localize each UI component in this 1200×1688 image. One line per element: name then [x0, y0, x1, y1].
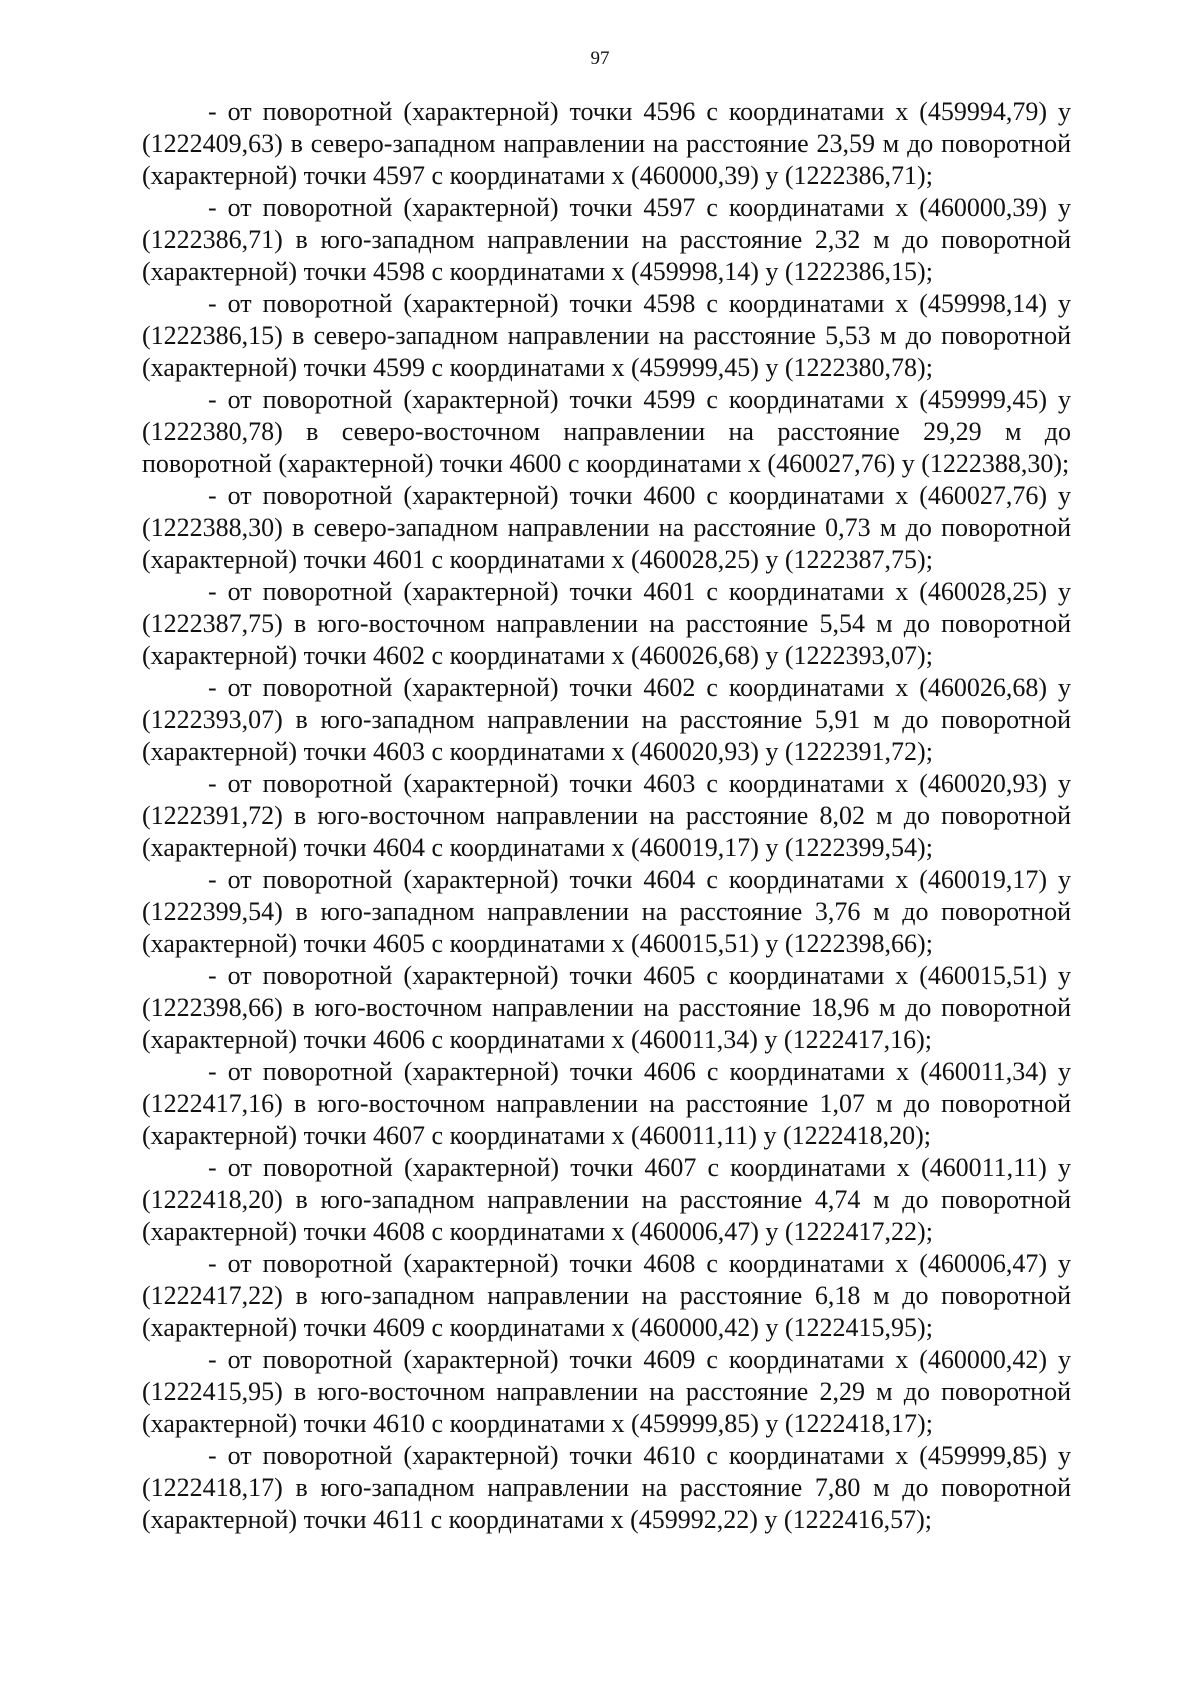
- boundary-segment-paragraph: - от поворотной (характерной) точки 4609 с координатами х (460000,42) у (1222415,95) в юго-восточном направлении на расстояние 2,29 м до поворотной (характерной) точки 4610 с координатами х (459999,85) у (1222418,17);: [142, 1345, 1071, 1438]
- boundary-segment-paragraph: - от поворотной (характерной) точки 4601 с координатами х (460028,25) у (1222387,75) в юго-восточном направлении на расстояние 5,54 м до поворотной (характерной) точки 4602 с координатами х (460026,68) у (1222393,07);: [142, 577, 1071, 670]
- boundary-segment-paragraph: - от поворотной (характерной) точки 4598 с координатами х (459998,14) у (1222386,15) в северо-западном направлении на расстояние 5,53 м до поворотной (характерной) точки 4599 с координатами х (459999,45) у (1222380,78);: [142, 289, 1071, 382]
- boundary-segment-paragraph: - от поворотной (характерной) точки 4606 с координатами х (460011,34) у (1222417,16) в юго-восточном направлении на расстояние 1,07 м до поворотной (характерной) точки 4607 с координатами х (460011,11) у (1222418,20);: [142, 1057, 1071, 1150]
- boundary-segment-paragraph: - от поворотной (характерной) точки 4604 с координатами х (460019,17) у (1222399,54) в юго-западном направлении на расстояние 3,76 м до поворотной (характерной) точки 4605 с координатами х (460015,51) у (1222398,66);: [142, 865, 1071, 958]
- boundary-segment-paragraph: - от поворотной (характерной) точки 4610 с координатами х (459999,85) у (1222418,17) в юго-западном направлении на расстояние 7,80 м до поворотной (характерной) точки 4611 с координатами х (459992,22) у (1222416,57);: [142, 1441, 1071, 1534]
- boundary-segment-paragraph: - от поворотной (характерной) точки 4597 с координатами х (460000,39) у (1222386,71) в юго-западном направлении на расстояние 2,32 м до поворотной (характерной) точки 4598 с координатами х (459998,14) у (1222386,15);: [142, 193, 1071, 286]
- boundary-segment-paragraph: - от поворотной (характерной) точки 4608 с координатами х (460006,47) у (1222417,22) в юго-западном направлении на расстояние 6,18 м до поворотной (характерной) точки 4609 с координатами х (460000,42) у (1222415,95);: [142, 1249, 1071, 1342]
- boundary-segment-paragraph: - от поворотной (характерной) точки 4599 с координатами х (459999,45) у (1222380,78) в северо-восточном направлении на расстояние 29,29 м до поворотной (характерной) точки 4600 с координатами х (460027,76) у (1222388,30);: [142, 385, 1071, 478]
- boundary-segment-paragraph: - от поворотной (характерной) точки 4605 с координатами х (460015,51) у (1222398,66) в юго-восточном направлении на расстояние 18,96 м до поворотной (характерной) точки 4606 с координатами х (460011,34) у (1222417,16);: [142, 961, 1071, 1054]
- boundary-segment-paragraph: - от поворотной (характерной) точки 4607 с координатами х (460011,11) у (1222418,20) в юго-западном направлении на расстояние 4,74 м до поворотной (характерной) точки 4608 с координатами х (460006,47) у (1222417,22);: [142, 1153, 1071, 1246]
- document-body: [142, 96, 1071, 1536]
- boundary-segment-paragraph: - от поворотной (характерной) точки 4600 с координатами х (460027,76) у (1222388,30) в северо-западном направлении на расстояние 0,73 м до поворотной (характерной) точки 4601 с координатами х (460028,25) у (1222387,75);: [142, 481, 1071, 574]
- boundary-segment-paragraph: - от поворотной (характерной) точки 4602 с координатами х (460026,68) у (1222393,07) в юго-западном направлении на расстояние 5,91 м до поворотной (характерной) точки 4603 с координатами х (460020,93) у (1222391,72);: [142, 673, 1071, 766]
- boundary-segment-paragraph: - от поворотной (характерной) точки 4603 с координатами х (460020,93) у (1222391,72) в юго-восточном направлении на расстояние 8,02 м до поворотной (характерной) точки 4604 с координатами х (460019,17) у (1222399,54);: [142, 769, 1071, 862]
- page-number: 97: [590, 48, 610, 69]
- boundary-segment-paragraph: - от поворотной (характерной) точки 4596 с координатами х (459994,79) у (1222409,63) в северо-западном направлении на расстояние 23,59 м до поворотной (характерной) точки 4597 с координатами х (460000,39) у (1222386,71);: [142, 97, 1071, 190]
